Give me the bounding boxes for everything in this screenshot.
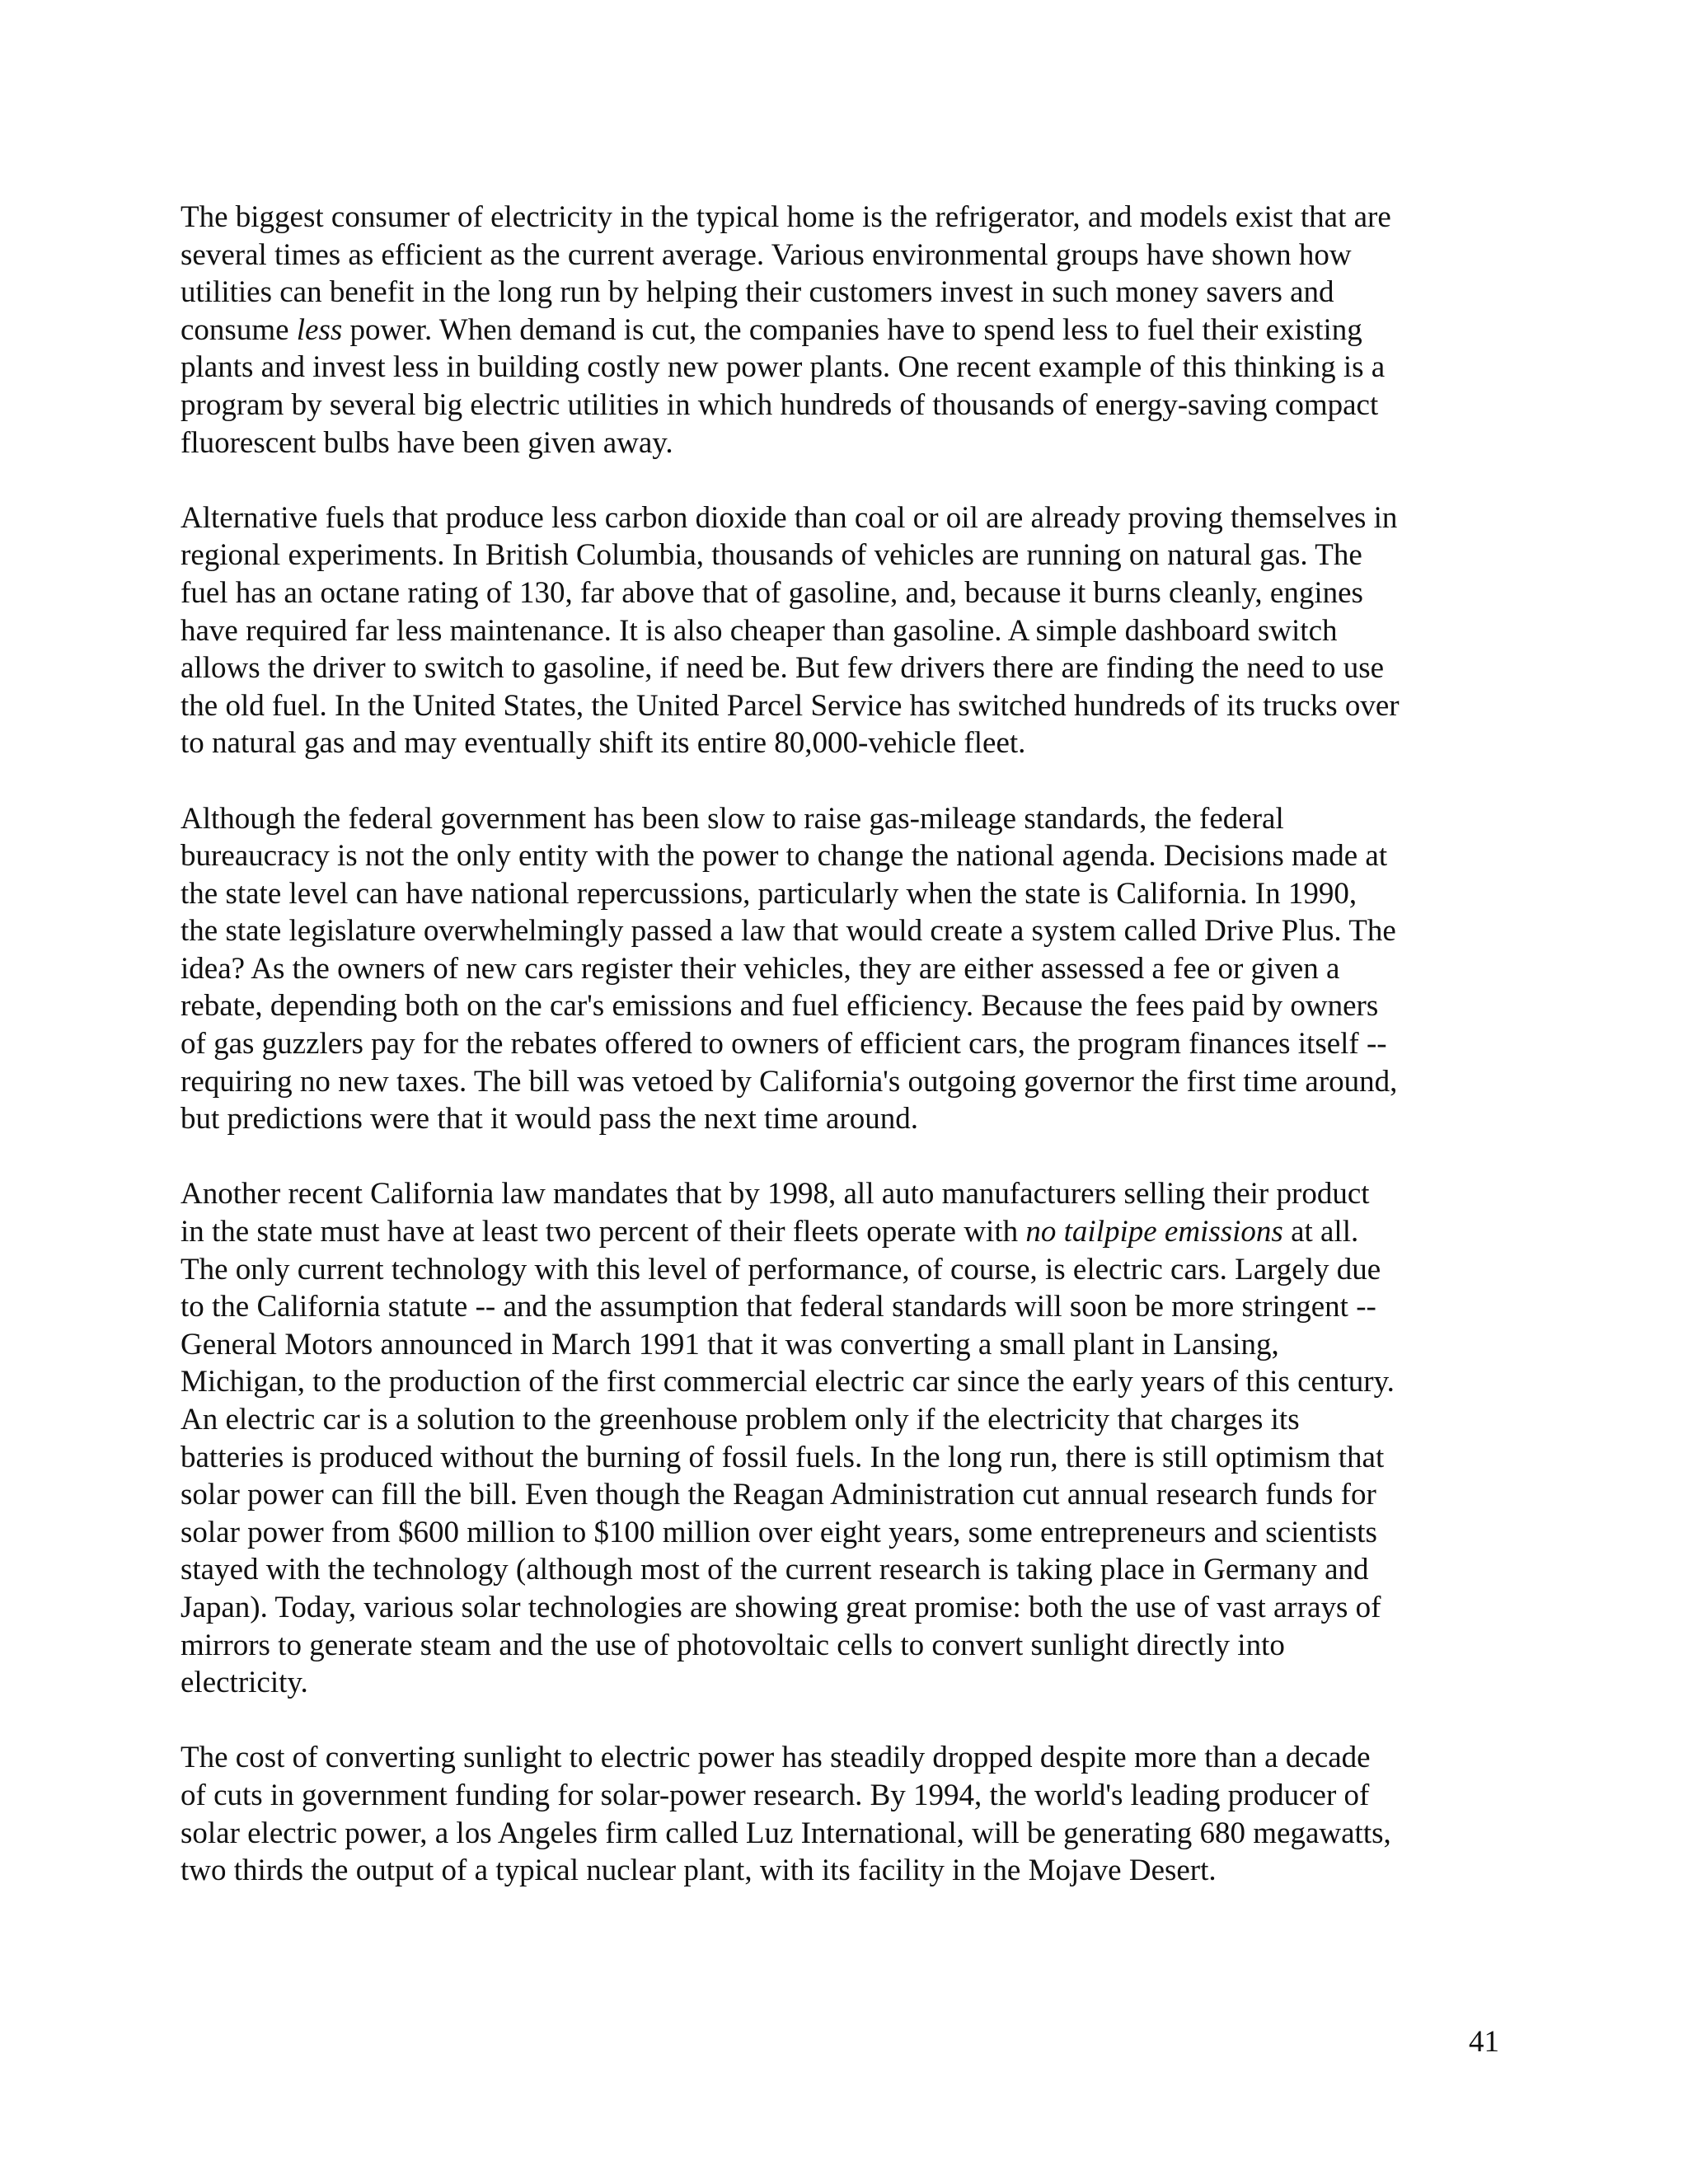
text-run: several times as efficient as the current average. Various environmental groups have shown how [181, 237, 1352, 272]
text-run: idea? As the owners of new cars register their vehicles, they are either assessed a fee or given a [181, 951, 1340, 986]
text-line [181, 1063, 1499, 1101]
text-run: Alternative fuels that produce less carbon dioxide than coal or oil are already proving themselves in [181, 500, 1398, 535]
italic-text-run: no tailpipe emissions [1025, 1215, 1283, 1249]
text-run: An electric car is a solution to the greenhouse problem only if the electricity that charges its [181, 1403, 1300, 1436]
text-line [181, 1025, 1499, 1063]
text-run: the state level can have national repercussions, particularly when the state is California. In 1990, [181, 876, 1357, 911]
page-number: 41 [1469, 2025, 1499, 2059]
text-line [181, 237, 1499, 274]
text-run: solar power can fill the bill. Even though the Reagan Administration cut annual research funds for [181, 1478, 1376, 1512]
text-line [181, 1213, 1499, 1251]
text-run: The cost of converting sunlight to electric power has steadily dropped despite more than a decade [181, 1741, 1371, 1775]
text-run: utilities can benefit in the long run by helping their customers invest in such money savers and [181, 275, 1334, 310]
text-run: mirrors to generate steam and the use of photovoltaic cells to convert sunlight directly into [181, 1628, 1285, 1662]
text-run: the state legislature overwhelmingly passed a law that would create a system called Drive Plus. The [181, 914, 1396, 949]
text-run: to the California statute -- and the assumption that federal standards will soon be more stringent -- [181, 1290, 1376, 1324]
text-run: Michigan, to the production of the first commercial electric car since the early years of this century. [181, 1365, 1395, 1399]
text-run: bureaucracy is not the only entity with the power to change the national agenda. Decisions made at [181, 839, 1388, 874]
text-run: in the state must have at least two percent of their fleets operate with [181, 1215, 1026, 1249]
paragraph [181, 499, 1499, 762]
text-run: of gas guzzlers pay for the rebates offered to owners of efficient cars, the program finances itself -- [181, 1027, 1387, 1062]
text-run: consume [181, 312, 297, 347]
text-line [181, 1852, 1499, 1890]
text-line [181, 1326, 1499, 1364]
text-run: requiring no new taxes. The bill was vetoed by California's outgoing governor the first time around, [181, 1064, 1398, 1099]
text-line [181, 312, 1499, 349]
text-run: solar electric power, a los Angeles firm called Luz International, will be generating 680 megawatts, [181, 1816, 1391, 1850]
paragraph [181, 800, 1499, 1138]
text-line [181, 1401, 1499, 1439]
text-line [181, 1288, 1499, 1326]
text-line [181, 1251, 1499, 1289]
text-run: allows the driver to switch to gasoline, if need be. But few drivers there are finding the need to use [181, 651, 1385, 686]
text-line [181, 800, 1499, 838]
text-line [181, 199, 1499, 237]
text-line [181, 1100, 1499, 1138]
text-line [181, 1627, 1499, 1665]
text-line [181, 1664, 1499, 1702]
body-text [181, 199, 1499, 1927]
text-line [181, 574, 1499, 612]
text-line [181, 1175, 1499, 1213]
text-line [181, 1777, 1499, 1815]
text-run: to natural gas and may eventually shift its entire 80,000-vehicle fleet. [181, 726, 1026, 761]
text-line [181, 1363, 1499, 1401]
text-line [181, 724, 1499, 762]
text-run: two thirds the output of a typical nuclear plant, with its facility in the Mojave Desert. [181, 1854, 1217, 1888]
text-line [181, 649, 1499, 687]
text-run: of cuts in government funding for solar-power research. By 1994, the world's leading producer of [181, 1778, 1370, 1812]
text-run: fluorescent bulbs have been given away. [181, 425, 673, 460]
text-run: electricity. [181, 1666, 308, 1700]
text-line [181, 875, 1499, 913]
text-line [181, 537, 1499, 574]
text-run: The biggest consumer of electricity in the typical home is the refrigerator, and models exist that are [181, 200, 1391, 234]
text-run: power. When demand is cut, the companies have to spend less to fuel their existing [342, 312, 1362, 347]
text-run: the old fuel. In the United States, the United Parcel Service has switched hundreds of its trucks over [181, 688, 1400, 723]
text-run: have required far less maintenance. It is also cheaper than gasoline. A simple dashboard switch [181, 613, 1338, 648]
text-line [181, 274, 1499, 312]
text-line [181, 349, 1499, 387]
text-line [181, 424, 1499, 462]
paragraph [181, 1739, 1499, 1889]
text-line [181, 1589, 1499, 1627]
text-line [181, 1739, 1499, 1777]
text-run: program by several big electric utilities in which hundreds of thousands of energy-saving compact [181, 387, 1379, 422]
text-line [181, 1439, 1499, 1477]
text-line [181, 950, 1499, 988]
text-line [181, 499, 1499, 537]
text-run: but predictions were that it would pass the next time around. [181, 1102, 918, 1137]
text-run: stayed with the technology (although most of the current research is taking place in Germany and [181, 1553, 1369, 1587]
text-line [181, 1815, 1499, 1853]
text-line [181, 1476, 1499, 1514]
text-line [181, 1551, 1499, 1589]
text-line [181, 687, 1499, 725]
text-run: plants and invest less in building costly new power plants. One recent example of this thinking is a [181, 350, 1386, 385]
text-run: at all. [1282, 1215, 1359, 1249]
text-line [181, 387, 1499, 424]
text-run: General Motors announced in March 1991 that it was converting a small plant in Lansing, [181, 1327, 1279, 1361]
text-run: Japan). Today, various solar technologies are showing great promise: both the use of vast arrays of [181, 1590, 1381, 1624]
text-run: Although the federal government has been slow to raise gas-mileage standards, the federal [181, 801, 1284, 836]
text-run: regional experiments. In British Columbia, thousands of vehicles are running on natural gas. The [181, 538, 1362, 573]
text-line [181, 912, 1499, 950]
text-run: rebate, depending both on the car's emissions and fuel efficiency. Because the fees paid by owners [181, 989, 1379, 1024]
italic-text-run: less [296, 312, 343, 347]
paragraph [181, 199, 1499, 462]
paragraph [181, 1175, 1499, 1701]
text-line [181, 987, 1499, 1025]
text-run: The only current technology with this level of performance, of course, is electric cars. Largely due [181, 1252, 1381, 1286]
text-run: batteries is produced without the burning of fossil fuels. In the long run, there is still optimism that [181, 1440, 1385, 1474]
text-line [181, 837, 1499, 875]
text-run: solar power from $600 million to $100 million over eight years, some entrepreneurs and scientists [181, 1515, 1377, 1549]
text-line [181, 1514, 1499, 1552]
text-run: Another recent California law mandates that by 1998, all auto manufacturers selling their product [181, 1177, 1370, 1212]
text-run: fuel has an octane rating of 130, far above that of gasoline, and, because it burns cleanly, engines [181, 575, 1363, 610]
text-line [181, 612, 1499, 650]
